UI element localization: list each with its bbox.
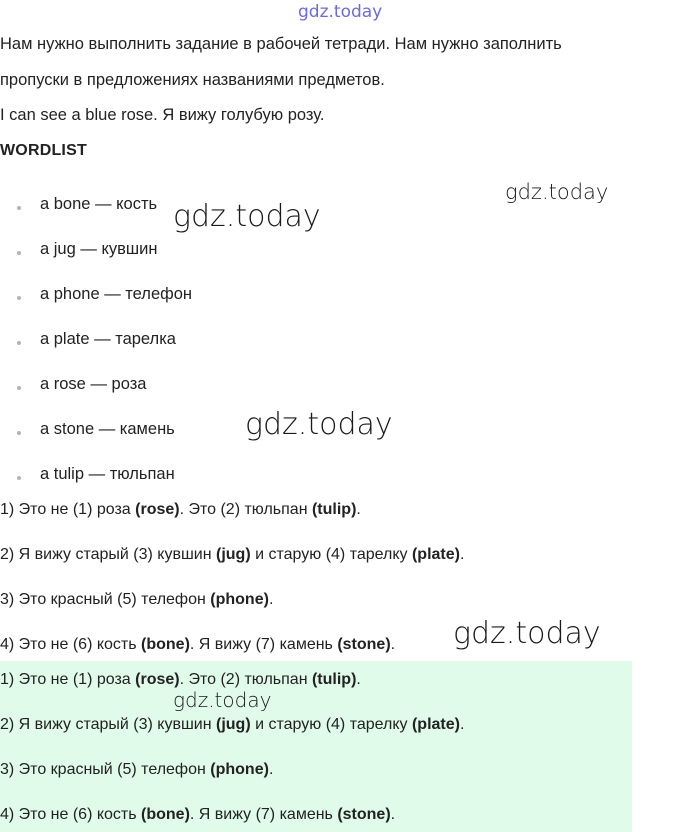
bullet-dot	[17, 476, 21, 480]
answer-line-2-highlighted: 2) Я вижу старый (3) кувшин (jug) и старую (4) тарелку (plate).	[0, 716, 465, 733]
list-item: a stone — камень	[40, 420, 175, 438]
intro-line-1: Нам нужно выполнить задание в рабочей тетради. Нам нужно заполнить	[0, 35, 562, 53]
answer-line-1: 1) Это не (1) роза (rose). Это (2) тюльпан (tulip).	[0, 501, 361, 518]
intro-line-2: пропуски в предложениях названиями предметов.	[0, 71, 385, 89]
answer-line-2: 2) Я вижу старый (3) кувшин (jug) и старую (4) тарелку (plate).	[0, 546, 465, 563]
bullet-dot	[17, 341, 21, 345]
list-item: a tulip — тюльпан	[40, 465, 175, 483]
watermark: gdz.today	[245, 407, 393, 442]
list-item: a rose — роза	[40, 375, 147, 393]
answer-line-4-highlighted: 4) Это не (6) кость (bone). Я вижу (7) камень (stone).	[0, 806, 396, 823]
answer-line-4: 4) Это не (6) кость (bone). Я вижу (7) камень (stone).	[0, 636, 396, 653]
top-watermark: gdz.today	[298, 2, 383, 22]
list-item: a jug — кувшин	[40, 240, 158, 258]
answer-line-3-highlighted: 3) Это красный (5) телефон (phone).	[0, 761, 274, 778]
watermark: gdz.today	[453, 616, 601, 651]
list-item: a phone — телефон	[40, 285, 192, 303]
list-item: a bone — кость	[40, 195, 158, 213]
answer-line-3: 3) Это красный (5) телефон (phone).	[0, 591, 274, 608]
bullet-dot	[17, 206, 21, 210]
intro-example: I can see a blue rose. Я вижу голубую розу.	[0, 106, 325, 124]
watermark: gdz.today	[173, 688, 272, 712]
answer-line-1-highlighted: 1) Это не (1) роза (rose). Это (2) тюльпан (tulip).	[0, 671, 361, 688]
bullet-dot	[17, 296, 21, 300]
watermark: gdz.today	[505, 180, 609, 204]
bullet-dot	[17, 251, 21, 255]
bullet-dot	[17, 431, 21, 435]
bullet-dot	[17, 386, 21, 390]
watermark: gdz.today	[173, 199, 321, 234]
wordlist-heading: WORDLIST	[0, 142, 87, 159]
list-item: a plate — тарелка	[40, 330, 176, 348]
